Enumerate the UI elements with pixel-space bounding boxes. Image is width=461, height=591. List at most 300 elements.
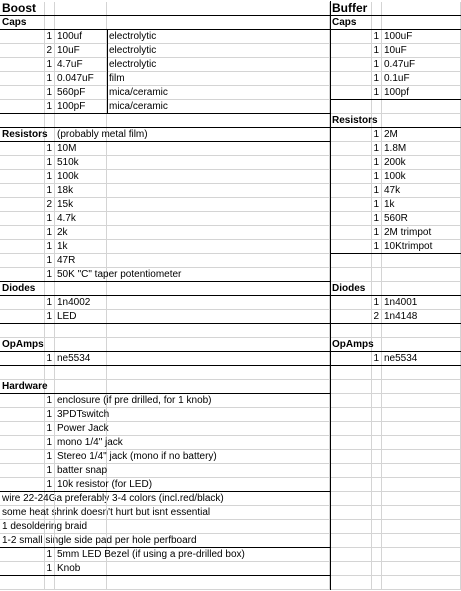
- cell[interactable]: [382, 16, 461, 30]
- cell[interactable]: [382, 198, 461, 212]
- cell[interactable]: [0, 548, 45, 562]
- cell[interactable]: [372, 310, 382, 324]
- cell[interactable]: [372, 338, 382, 352]
- cell[interactable]: [45, 450, 55, 464]
- cell[interactable]: [382, 534, 461, 548]
- cell[interactable]: [0, 100, 45, 114]
- cell[interactable]: [107, 170, 330, 184]
- cell[interactable]: [0, 422, 45, 436]
- cell[interactable]: [0, 464, 45, 478]
- cell[interactable]: [382, 492, 461, 506]
- cell[interactable]: [382, 128, 461, 142]
- cell[interactable]: [55, 394, 212, 408]
- cell[interactable]: [45, 562, 55, 576]
- cell[interactable]: [330, 422, 372, 436]
- cell[interactable]: [372, 576, 382, 590]
- cell[interactable]: [0, 534, 197, 548]
- cell[interactable]: [107, 324, 330, 338]
- cell[interactable]: [107, 142, 330, 156]
- cell[interactable]: [372, 254, 382, 268]
- cell[interactable]: [0, 254, 45, 268]
- cell[interactable]: [372, 296, 382, 310]
- cell[interactable]: [382, 86, 461, 100]
- cell[interactable]: [330, 548, 372, 562]
- cell[interactable]: [382, 520, 461, 534]
- cell[interactable]: [0, 506, 211, 520]
- cell[interactable]: [372, 44, 382, 58]
- cell[interactable]: [55, 296, 107, 310]
- cell[interactable]: [0, 114, 45, 128]
- cell[interactable]: [107, 296, 330, 310]
- cell[interactable]: [45, 478, 55, 492]
- cell[interactable]: [45, 366, 55, 380]
- cell[interactable]: [372, 450, 382, 464]
- cell[interactable]: [382, 282, 461, 296]
- cell[interactable]: [330, 86, 372, 100]
- cell[interactable]: [330, 436, 372, 450]
- cell[interactable]: [107, 128, 330, 142]
- cell[interactable]: [55, 30, 107, 44]
- cell[interactable]: [55, 548, 245, 562]
- cell[interactable]: [45, 170, 55, 184]
- cell[interactable]: [45, 324, 55, 338]
- cell[interactable]: [330, 380, 372, 394]
- cell[interactable]: [372, 380, 382, 394]
- cell[interactable]: [372, 464, 382, 478]
- cell[interactable]: [382, 366, 461, 380]
- cell[interactable]: [0, 86, 45, 100]
- cell[interactable]: [382, 422, 461, 436]
- cell[interactable]: [55, 436, 123, 450]
- cell[interactable]: [330, 408, 372, 422]
- cell[interactable]: [0, 184, 45, 198]
- cell[interactable]: [0, 394, 45, 408]
- cell[interactable]: [45, 394, 55, 408]
- cell[interactable]: [107, 450, 330, 464]
- cell[interactable]: [372, 86, 382, 100]
- cell[interactable]: [330, 170, 372, 184]
- cell[interactable]: [0, 212, 45, 226]
- cell[interactable]: [45, 464, 55, 478]
- cell[interactable]: [107, 310, 330, 324]
- cell[interactable]: [372, 128, 382, 142]
- cell[interactable]: [55, 254, 107, 268]
- cell[interactable]: [372, 184, 382, 198]
- cell[interactable]: [372, 16, 382, 30]
- cell[interactable]: [330, 44, 372, 58]
- cell[interactable]: [55, 492, 107, 506]
- cell[interactable]: [107, 352, 330, 366]
- cell[interactable]: [107, 478, 330, 492]
- cell[interactable]: [382, 44, 461, 58]
- cell[interactable]: [45, 422, 55, 436]
- cell[interactable]: [382, 338, 461, 352]
- cell[interactable]: [55, 422, 107, 436]
- cell[interactable]: [45, 352, 55, 366]
- cell[interactable]: [107, 30, 330, 44]
- cell[interactable]: [55, 478, 153, 492]
- cell[interactable]: [372, 156, 382, 170]
- cell[interactable]: [382, 212, 461, 226]
- cell[interactable]: [382, 562, 461, 576]
- cell[interactable]: [0, 478, 45, 492]
- cell[interactable]: [0, 268, 45, 282]
- cell[interactable]: [55, 226, 107, 240]
- cell[interactable]: [107, 464, 330, 478]
- cell[interactable]: [0, 338, 45, 352]
- cell[interactable]: [330, 338, 372, 352]
- cell[interactable]: [45, 492, 55, 506]
- cell[interactable]: [107, 44, 330, 58]
- cell[interactable]: [0, 520, 88, 534]
- cell[interactable]: [45, 282, 55, 296]
- cell[interactable]: [0, 562, 45, 576]
- cell[interactable]: [55, 338, 107, 352]
- cell[interactable]: [55, 44, 107, 58]
- cell[interactable]: [55, 114, 107, 128]
- cell[interactable]: [0, 436, 45, 450]
- cell[interactable]: [107, 226, 330, 240]
- cell[interactable]: [0, 408, 45, 422]
- cell[interactable]: [382, 380, 461, 394]
- cell[interactable]: [330, 478, 372, 492]
- cell[interactable]: [107, 212, 330, 226]
- cell[interactable]: [107, 408, 330, 422]
- cell[interactable]: [55, 534, 107, 548]
- cell[interactable]: [55, 2, 107, 16]
- cell[interactable]: [372, 422, 382, 436]
- cell[interactable]: [0, 492, 224, 506]
- cell[interactable]: [372, 366, 382, 380]
- cell[interactable]: [330, 268, 372, 282]
- cell[interactable]: [45, 184, 55, 198]
- cell[interactable]: [382, 576, 461, 590]
- cell[interactable]: [382, 478, 461, 492]
- cell[interactable]: [372, 478, 382, 492]
- cell[interactable]: [55, 324, 107, 338]
- cell[interactable]: [107, 16, 330, 30]
- cell[interactable]: [107, 184, 330, 198]
- cell[interactable]: [55, 156, 107, 170]
- cell[interactable]: [55, 310, 107, 324]
- cell[interactable]: [382, 240, 461, 254]
- cell[interactable]: [107, 394, 330, 408]
- cell[interactable]: [107, 198, 330, 212]
- cell[interactable]: [55, 170, 107, 184]
- cell[interactable]: [107, 562, 330, 576]
- cell[interactable]: [55, 450, 217, 464]
- cell[interactable]: [372, 492, 382, 506]
- qty-value: 1: [46, 409, 52, 420]
- cell[interactable]: [45, 380, 55, 394]
- cell[interactable]: [107, 576, 330, 590]
- cell[interactable]: [45, 520, 55, 534]
- cell[interactable]: [55, 128, 148, 142]
- cell[interactable]: [0, 296, 45, 310]
- cell[interactable]: [55, 240, 107, 254]
- cell[interactable]: [0, 576, 45, 590]
- cell[interactable]: [45, 198, 55, 212]
- cell[interactable]: [372, 142, 382, 156]
- cell[interactable]: [372, 30, 382, 44]
- cell[interactable]: [330, 282, 372, 296]
- cell[interactable]: [0, 72, 45, 86]
- part-value: Power Jack: [57, 423, 109, 434]
- cell[interactable]: [0, 44, 45, 58]
- cell[interactable]: [372, 240, 382, 254]
- cell[interactable]: [382, 310, 461, 324]
- cell[interactable]: [0, 58, 45, 72]
- cell[interactable]: [0, 156, 45, 170]
- cell[interactable]: [330, 534, 372, 548]
- cell[interactable]: [0, 30, 45, 44]
- cell[interactable]: [55, 16, 107, 30]
- cell[interactable]: [0, 324, 45, 338]
- cell[interactable]: [55, 198, 107, 212]
- cell[interactable]: [45, 534, 55, 548]
- cell[interactable]: [107, 548, 330, 562]
- cell[interactable]: [382, 296, 461, 310]
- cell[interactable]: [55, 380, 107, 394]
- cell[interactable]: [55, 58, 107, 72]
- cell[interactable]: [107, 72, 330, 86]
- cell[interactable]: [107, 100, 330, 114]
- cell[interactable]: [0, 198, 45, 212]
- cell[interactable]: [372, 226, 382, 240]
- cell[interactable]: [330, 58, 372, 72]
- cell[interactable]: [55, 520, 107, 534]
- cell[interactable]: [330, 128, 372, 142]
- cell[interactable]: [45, 576, 55, 590]
- cell[interactable]: [382, 100, 461, 114]
- cell[interactable]: [330, 254, 372, 268]
- cell[interactable]: [330, 324, 372, 338]
- cell[interactable]: [0, 170, 45, 184]
- cell[interactable]: [372, 170, 382, 184]
- cell[interactable]: [45, 254, 55, 268]
- cell[interactable]: [382, 254, 461, 268]
- cell[interactable]: [382, 394, 461, 408]
- cell[interactable]: [372, 268, 382, 282]
- cell[interactable]: [382, 184, 461, 198]
- cell[interactable]: [382, 408, 461, 422]
- cell[interactable]: [330, 198, 372, 212]
- cell[interactable]: [0, 240, 45, 254]
- cell[interactable]: [55, 142, 107, 156]
- cell[interactable]: [45, 2, 55, 16]
- cell[interactable]: [55, 408, 110, 422]
- cell[interactable]: [45, 16, 55, 30]
- cell[interactable]: [330, 72, 372, 86]
- cell[interactable]: [55, 100, 107, 114]
- cell[interactable]: [45, 142, 55, 156]
- cell[interactable]: [55, 562, 107, 576]
- cell[interactable]: [372, 408, 382, 422]
- cell[interactable]: [382, 268, 461, 282]
- cell[interactable]: [0, 16, 45, 30]
- cell[interactable]: [382, 324, 461, 338]
- cell[interactable]: [0, 282, 45, 296]
- cell[interactable]: [45, 30, 55, 44]
- cell[interactable]: [107, 114, 330, 128]
- cell[interactable]: [372, 548, 382, 562]
- cell[interactable]: [55, 268, 182, 282]
- cell[interactable]: [107, 58, 330, 72]
- cell[interactable]: [55, 352, 107, 366]
- cell[interactable]: [382, 352, 461, 366]
- cell[interactable]: [330, 366, 372, 380]
- cell[interactable]: [372, 72, 382, 86]
- cell[interactable]: [330, 114, 378, 128]
- cell[interactable]: [330, 100, 372, 114]
- cell[interactable]: [372, 562, 382, 576]
- cell[interactable]: [45, 58, 55, 72]
- cell[interactable]: [0, 380, 48, 394]
- cell[interactable]: [372, 282, 382, 296]
- cell[interactable]: [107, 86, 330, 100]
- cell[interactable]: [372, 58, 382, 72]
- cell[interactable]: [372, 100, 382, 114]
- cell[interactable]: [330, 464, 372, 478]
- cell[interactable]: [382, 226, 461, 240]
- cell[interactable]: [107, 156, 330, 170]
- cell[interactable]: [382, 506, 461, 520]
- cell[interactable]: [45, 44, 55, 58]
- cell[interactable]: [45, 310, 55, 324]
- cell[interactable]: [330, 576, 372, 590]
- cell[interactable]: [372, 394, 382, 408]
- cell[interactable]: [45, 506, 55, 520]
- cell[interactable]: [107, 254, 330, 268]
- cell[interactable]: [372, 114, 382, 128]
- cell[interactable]: [45, 338, 55, 352]
- cell[interactable]: [0, 226, 45, 240]
- cell[interactable]: [372, 520, 382, 534]
- cell[interactable]: [372, 324, 382, 338]
- cell[interactable]: [330, 506, 372, 520]
- cell[interactable]: [107, 2, 330, 16]
- cell[interactable]: [382, 170, 461, 184]
- cell[interactable]: [382, 30, 461, 44]
- cell[interactable]: [0, 310, 45, 324]
- cell[interactable]: [0, 128, 48, 142]
- section-border: [330, 351, 461, 352]
- cell[interactable]: [55, 72, 107, 86]
- cell[interactable]: [0, 450, 45, 464]
- cell[interactable]: [330, 450, 372, 464]
- cell[interactable]: [330, 562, 372, 576]
- cell[interactable]: [45, 114, 55, 128]
- cell[interactable]: [107, 338, 330, 352]
- cell[interactable]: [107, 492, 330, 506]
- cell[interactable]: [330, 30, 372, 44]
- cell[interactable]: [107, 534, 330, 548]
- cell[interactable]: [45, 128, 55, 142]
- cell[interactable]: [0, 142, 45, 156]
- cell[interactable]: [382, 114, 461, 128]
- cell[interactable]: [330, 16, 372, 30]
- cell[interactable]: [330, 212, 372, 226]
- cell[interactable]: [55, 282, 107, 296]
- part-value: 3PDTswitch: [57, 409, 110, 420]
- cell[interactable]: [45, 72, 55, 86]
- cell[interactable]: [107, 282, 330, 296]
- cell[interactable]: [382, 2, 461, 16]
- cell[interactable]: [45, 100, 55, 114]
- cell[interactable]: [55, 506, 107, 520]
- cell[interactable]: [55, 366, 107, 380]
- cell[interactable]: [107, 506, 330, 520]
- cell[interactable]: [107, 520, 330, 534]
- cell[interactable]: [330, 520, 372, 534]
- cell[interactable]: [45, 436, 55, 450]
- cell[interactable]: [330, 2, 372, 16]
- cell[interactable]: [382, 464, 461, 478]
- cell[interactable]: [372, 212, 382, 226]
- cell[interactable]: [55, 184, 107, 198]
- cell[interactable]: [45, 240, 55, 254]
- cell[interactable]: [45, 296, 55, 310]
- cell[interactable]: [330, 394, 372, 408]
- cell[interactable]: [382, 436, 461, 450]
- cell[interactable]: [45, 408, 55, 422]
- cell[interactable]: [0, 352, 45, 366]
- cell[interactable]: [107, 366, 330, 380]
- cell[interactable]: [330, 142, 372, 156]
- cell[interactable]: [0, 366, 45, 380]
- cell[interactable]: [382, 156, 461, 170]
- cell[interactable]: [372, 352, 382, 366]
- qty-value: 1: [373, 31, 379, 42]
- cell[interactable]: [330, 226, 372, 240]
- cell[interactable]: [45, 212, 55, 226]
- cell[interactable]: [330, 352, 372, 366]
- cell[interactable]: [330, 310, 372, 324]
- cell[interactable]: [330, 492, 372, 506]
- cell[interactable]: [45, 268, 55, 282]
- cell[interactable]: [55, 86, 107, 100]
- cell[interactable]: [107, 240, 330, 254]
- cell[interactable]: [330, 156, 372, 170]
- cell[interactable]: [330, 296, 372, 310]
- cell[interactable]: [107, 436, 330, 450]
- cell[interactable]: [0, 2, 45, 16]
- cell[interactable]: [45, 86, 55, 100]
- cell[interactable]: [372, 506, 382, 520]
- cell[interactable]: [107, 380, 330, 394]
- cell[interactable]: [382, 72, 461, 86]
- cell[interactable]: [382, 548, 461, 562]
- cell[interactable]: [45, 226, 55, 240]
- cell[interactable]: [372, 534, 382, 548]
- cell[interactable]: [330, 240, 372, 254]
- cell[interactable]: [45, 548, 55, 562]
- cell[interactable]: [107, 268, 330, 282]
- section-border: [0, 365, 330, 366]
- cell[interactable]: [55, 464, 107, 478]
- cell[interactable]: [55, 576, 107, 590]
- cell[interactable]: [107, 422, 330, 436]
- cell[interactable]: [372, 436, 382, 450]
- cell[interactable]: [372, 198, 382, 212]
- cell[interactable]: [382, 450, 461, 464]
- cell[interactable]: [382, 58, 461, 72]
- cell[interactable]: [330, 184, 372, 198]
- cell[interactable]: [45, 156, 55, 170]
- cell[interactable]: [55, 212, 107, 226]
- cell[interactable]: [372, 2, 382, 16]
- cell[interactable]: [382, 142, 461, 156]
